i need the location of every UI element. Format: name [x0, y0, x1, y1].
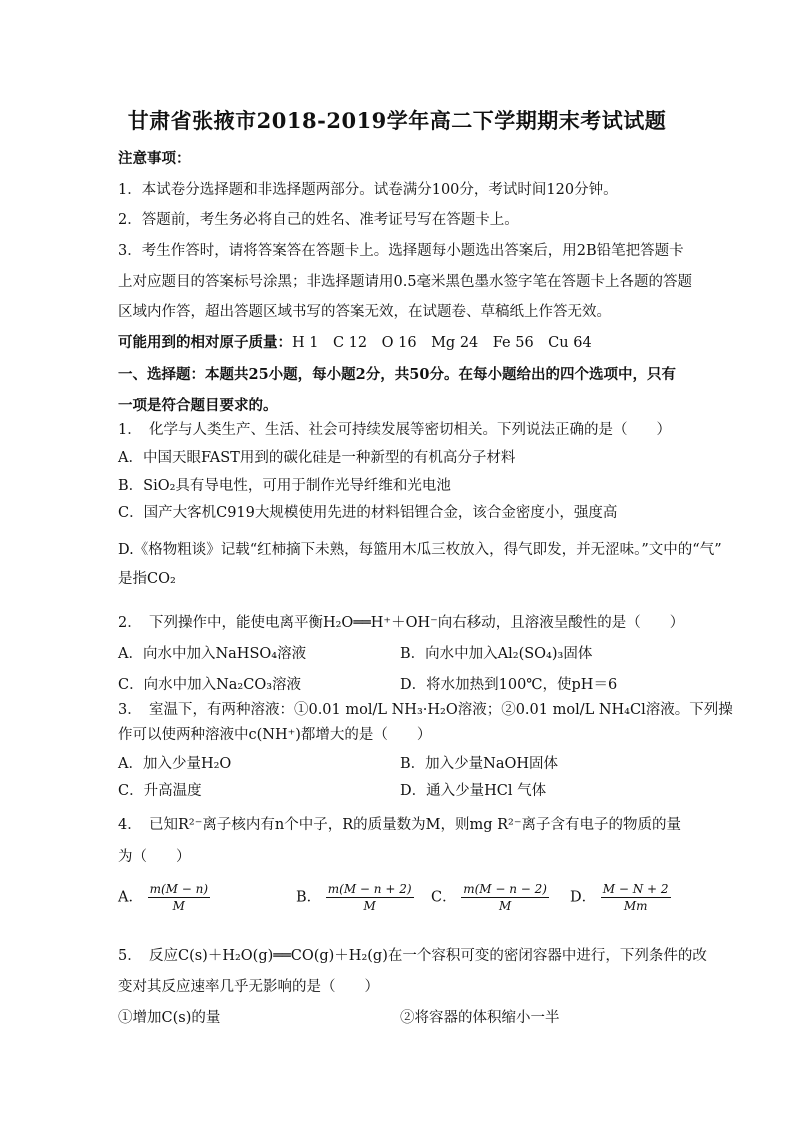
q2-stem: 2． 下列操作中，能使电离平衡H₂O══H⁺＋OH⁻向右移动，且溶液呈酸性的是（ ）: [118, 615, 685, 631]
q3-option-b: B．加入少量NaOH固体: [400, 756, 559, 772]
notice-item-2: 2．答题前，考生务必将自己的姓名、准考证号写在答题卡上。: [118, 212, 519, 228]
q4-option-d-numerator: M − N + 2: [602, 882, 669, 896]
q4-option-d-denominator: Mm: [623, 899, 648, 913]
q4-option-b: [296, 882, 414, 913]
q5-condition-2: ②将容器的体积缩小一半: [400, 1010, 560, 1026]
notice-item-3-cont-1: 上对应题目的答案标号涂黑；非选择题请用0.5毫米黑色墨水签字笔在答题卡上各题的答题: [118, 274, 693, 290]
q4-option-a: [118, 882, 210, 913]
atomic-mass-line: [118, 331, 592, 352]
exam-title: 甘肃省张掖市2018-2019学年高二下学期期末考试试题: [127, 108, 667, 133]
section1-heading-cont: 一项是符合题目要求的。: [118, 397, 278, 414]
q1-option-a: A．中国天眼FAST用到的碳化硅是一种新型的有机高分子材料: [118, 450, 516, 466]
q4-option-c-denominator: M: [498, 899, 512, 913]
q4-option-a-denominator: M: [172, 899, 185, 913]
q5-condition-1: ①增加C(s)的量: [118, 1010, 221, 1026]
q4-option-d: [570, 882, 671, 913]
q2-option-d: D．将水加热到100℃，使pH＝6: [400, 677, 618, 693]
q4-option-d-label: D．: [570, 889, 597, 906]
q4-option-a-numerator: m(M − n): [149, 882, 209, 896]
q1-option-d: D.《格物粗谈》记载“红柿摘下未熟，每篮用木瓜三枚放入，得气即发，并无涩味。”文中的“气”: [118, 542, 722, 558]
q4-option-a-label: A．: [118, 889, 143, 906]
notice-heading: 注意事项：: [118, 150, 191, 167]
q3-option-d: D．通入少量HCl 气体: [400, 783, 547, 799]
atomic-mass-values: H 1 C 12 O 16 Mg 24 Fe 56 Cu 64: [292, 335, 592, 351]
q4-option-a-fraction: [148, 882, 210, 913]
notice-item-1: 1．本试卷分选择题和非选择题两部分。试卷满分100分，考试时间120分钟。: [118, 182, 618, 198]
q4-option-b-numerator: m(M − n + 2): [327, 882, 412, 896]
atomic-mass-label: 可能用到的相对原子质量：: [118, 334, 292, 351]
q5-stem: 5． 反应C(s)＋H₂O(g)══CO(g)＋H₂(g)在一个容积可变的密闭容器中进行，下列条件的改: [118, 948, 707, 964]
q3-option-c: C．升高温度: [118, 783, 202, 799]
q4-option-c-numerator: m(M − n − 2): [463, 882, 547, 896]
q4-option-c-label: C．: [431, 889, 457, 906]
q1-option-d-cont: 是指CO₂: [118, 571, 176, 587]
q1-option-c: C．国产大客机C919大规模使用先进的材料铝锂合金，该合金密度小，强度高: [118, 505, 618, 521]
notice-item-3-cont-2: 区域内作答，超出答题区域书写的答案无效，在试题卷、草稿纸上作答无效。: [118, 304, 611, 320]
section1-heading: 一、选择题：本题共25小题，每小题2分，共50分。在每小题给出的四个选项中，只有: [118, 366, 676, 383]
q4-stem-cont: 为（ ）: [118, 849, 191, 865]
q4-option-b-denominator: M: [363, 899, 376, 913]
q4-option-c: [431, 882, 549, 913]
q4-option-b-fraction: [326, 882, 414, 913]
q3-stem: 3． 室温下，有两种溶液：①0.01 mol/L NH₃·H₂O溶液；②0.01 mol/L NH₄Cl溶液。下列操: [118, 702, 733, 718]
q1-stem: 1． 化学与人类生产、生活、社会可持续发展等密切相关。下列说法正确的是（ ）: [118, 422, 671, 438]
q5-stem-cont: 变对其反应速率几乎无影响的是（ ）: [118, 979, 379, 995]
q4-option-d-fraction: [601, 882, 671, 913]
q3-option-a: A．加入少量H₂O: [118, 756, 232, 772]
q2-option-b: B．向水中加入Al₂(SO₄)₃固体: [400, 646, 593, 662]
q4-option-c-fraction: [461, 882, 549, 913]
notice-item-3: 3．考生作答时，请将答案答在答题卡上。选择题每小题选出答案后，用2B铅笔把答题卡: [118, 243, 684, 259]
q4-stem: 4． 已知R²⁻离子核内有n个中子，R的质量数为M，则mg R²⁻离子含有电子的物质的量: [118, 817, 681, 833]
q2-option-c: C．向水中加入Na₂CO₃溶液: [118, 677, 302, 693]
q4-option-b-label: B．: [296, 889, 322, 906]
q1-option-b: B．SiO₂具有导电性，可用于制作光导纤维和光电池: [118, 478, 451, 494]
q3-stem-cont: 作可以使两种溶液中c(NH⁺)都增大的是（ ）: [118, 727, 432, 743]
q2-option-a: A．向水中加入NaHSO₄溶液: [118, 646, 307, 662]
